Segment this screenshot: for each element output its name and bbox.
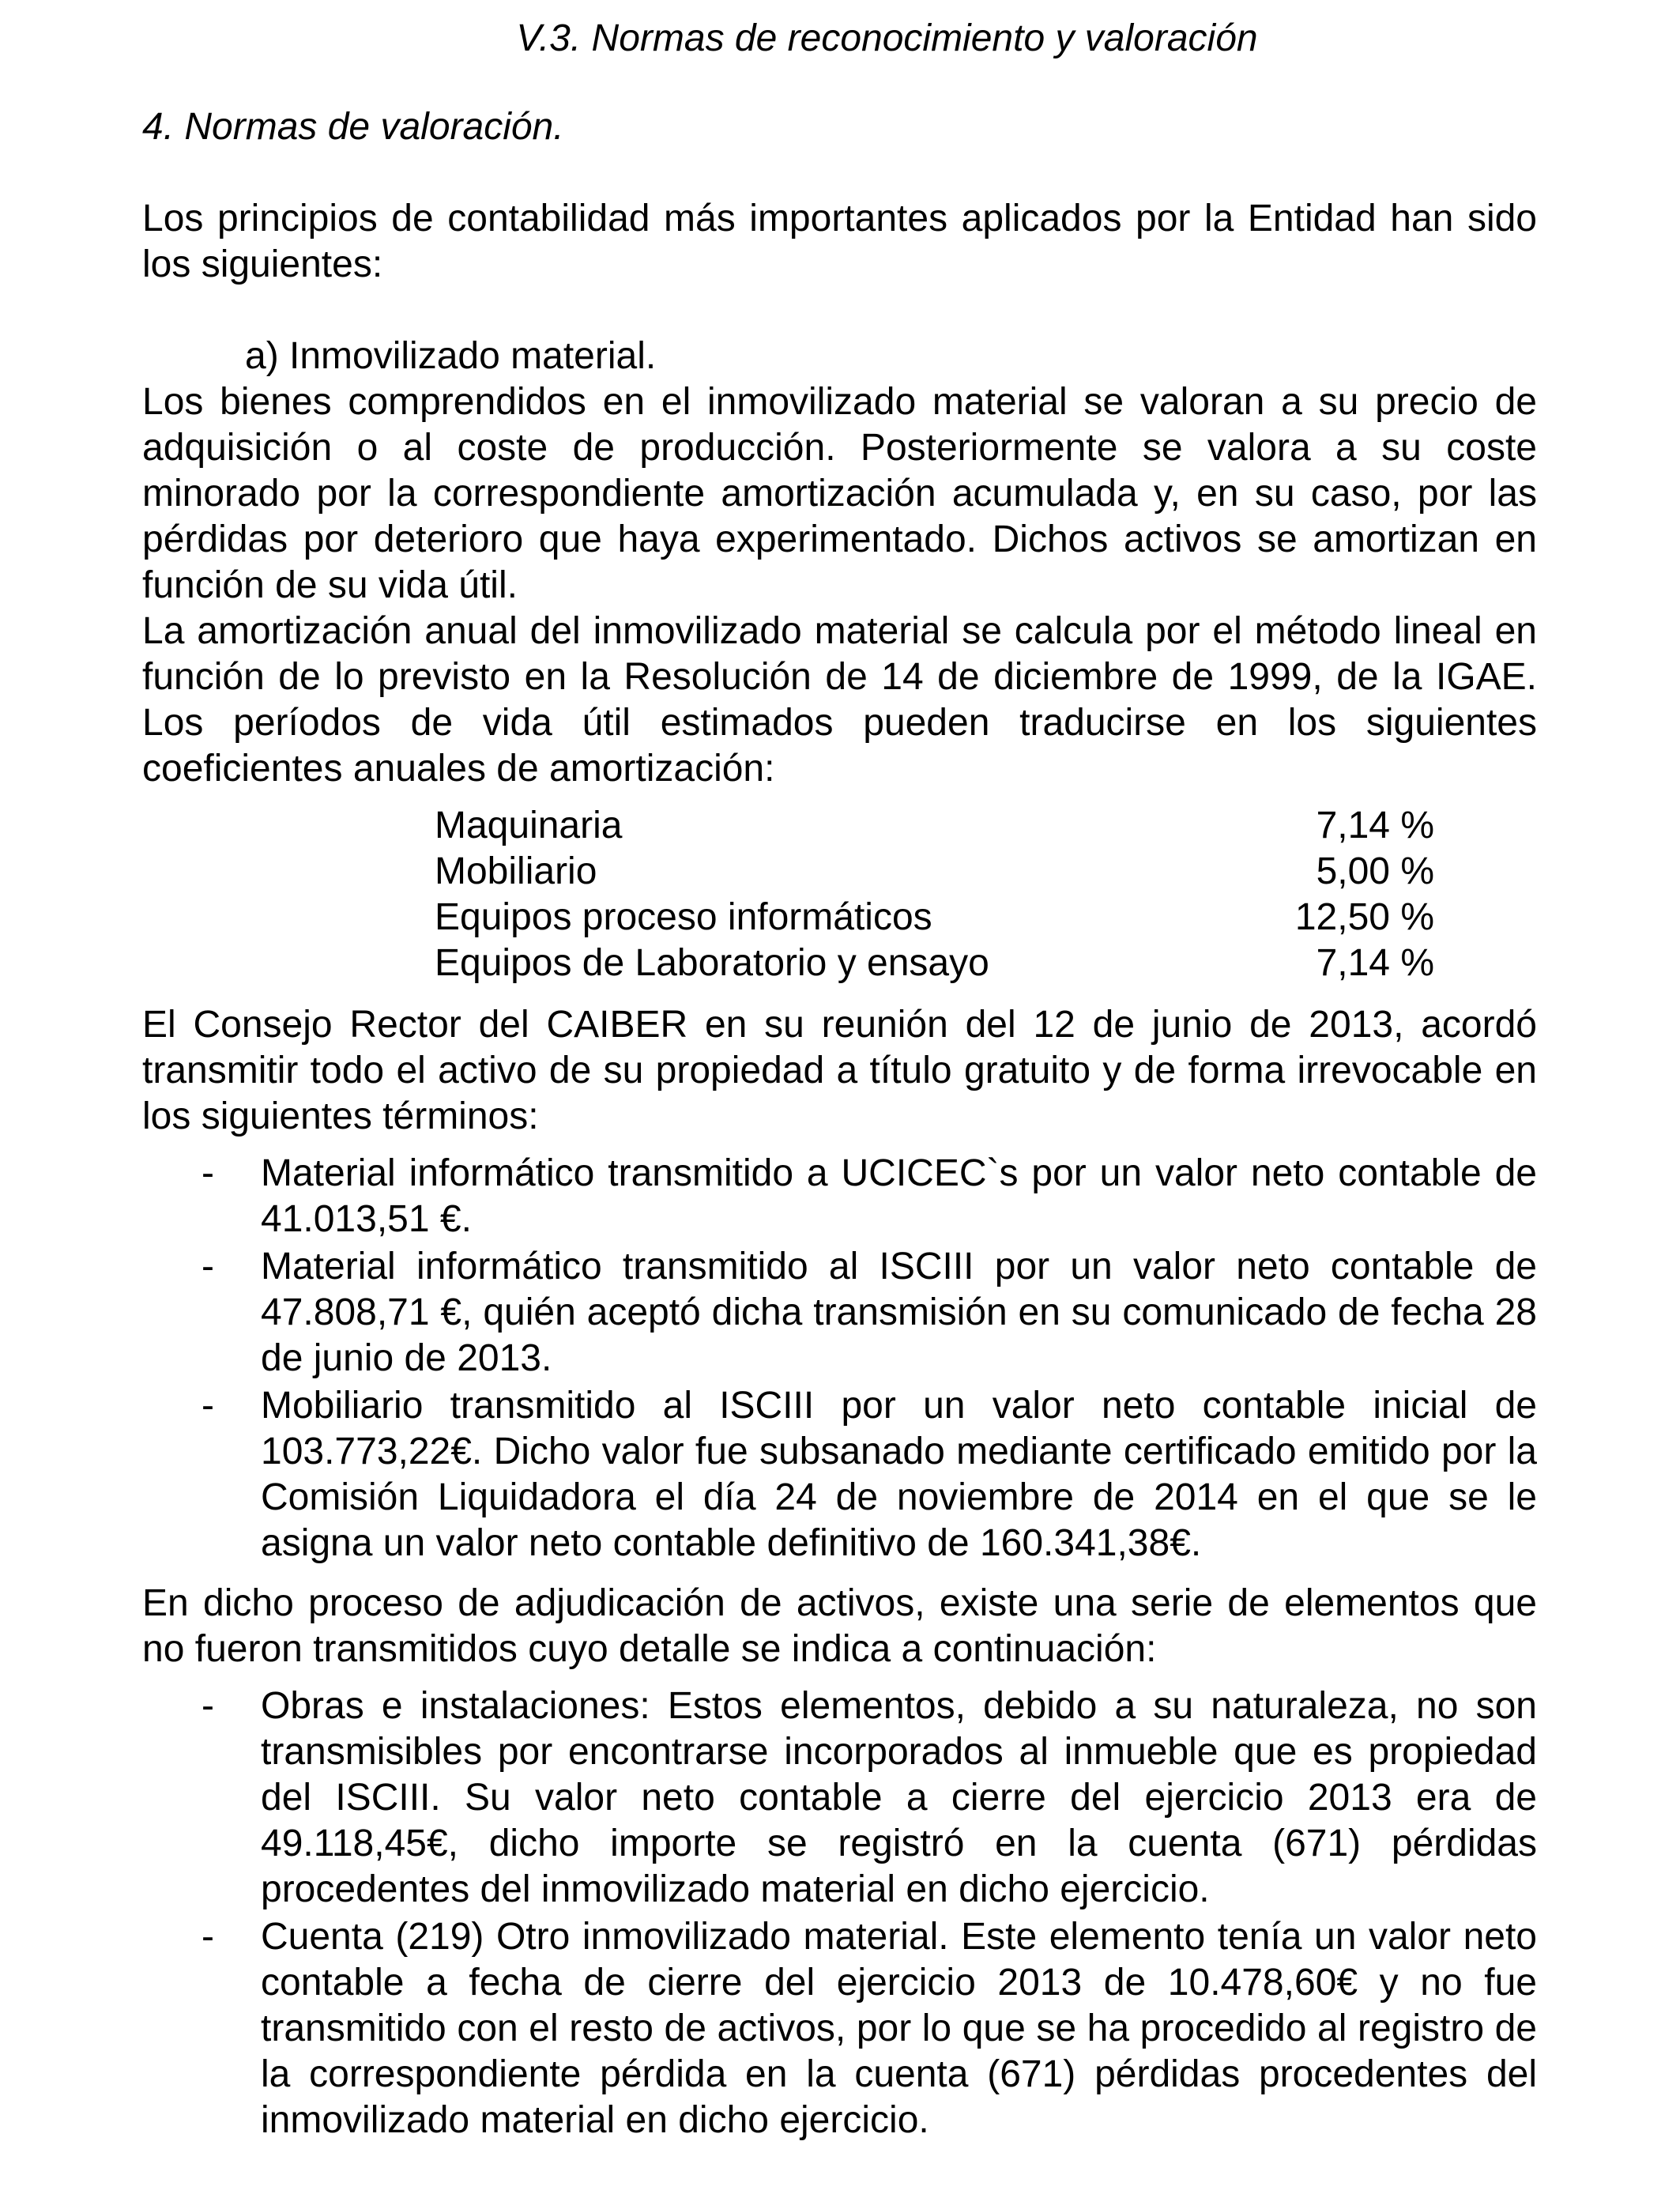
- rate-label: Equipos de Laboratorio y ensayo: [435, 942, 989, 984]
- rate-label: Mobiliario: [435, 850, 597, 892]
- section-title: 4. Normas de valoración.: [142, 106, 564, 148]
- list-item: [142, 1914, 1537, 2143]
- rate-row: [435, 941, 1434, 986]
- rate-row: [435, 849, 1434, 895]
- valuation-paragraph: Los bienes comprendidos en el inmovilizado material se valoran a su precio de adquisición o al coste de producción. Posteriormente se valora a su coste minorado por la correspondiente amortización acumulada y, en su caso, por las pérdidas por deterioro que haya experimentado. Dichos activos se amortizan en función de su vida útil.: [142, 381, 1537, 606]
- dash-bullet: -: [202, 1152, 214, 1194]
- amortization-rates-table: [435, 803, 1434, 986]
- dash-bullet: -: [202, 1685, 214, 1727]
- proceso-paragraph: En dicho proceso de adjudicación de activos, existe una serie de elementos que no fueron transmitidos cuyo detalle se indica a continuación:: [142, 1582, 1537, 1670]
- rate-value: 7,14 %: [1316, 942, 1434, 984]
- rate-row: [435, 895, 1434, 941]
- amortization-paragraph: La amortización anual del inmovilizado material se calcula por el método lineal en función de lo previsto en la Resolución de 14 de diciembre de 1999, de la IGAE. Los períodos de vida útil estimados pueden traducirse en los siguientes coeficientes anuales de amortización:: [142, 610, 1537, 790]
- rate-value: 5,00 %: [1316, 850, 1434, 892]
- dash-bullet: -: [202, 1246, 214, 1287]
- rate-label: Equipos proceso informáticos: [435, 896, 932, 938]
- document-page: [142, 16, 1537, 2143]
- subsection-heading: a) Inmovilizado material.: [245, 335, 657, 377]
- dash-bullet: -: [202, 1385, 214, 1427]
- rate-value: 7,14 %: [1316, 805, 1434, 846]
- list-item: [142, 1244, 1537, 1382]
- list-item-text: Material informático transmitido a UCICEC`s por un valor neto contable de 41.013,51 €.: [261, 1152, 1537, 1240]
- transfers-list: [142, 1151, 1537, 1566]
- page-header: V.3. Normas de reconocimiento y valoración: [516, 17, 1258, 59]
- list-item: [142, 1683, 1537, 1913]
- intro-paragraph: Los principios de contabilidad más importantes aplicados por la Entidad han sido los siguientes:: [142, 198, 1537, 285]
- list-item-text: Mobiliario transmitido al ISCIII por un valor neto contable inicial de 103.773,22€. Dicho valor fue subsanado mediante certificado emitido por la Comisión Liquidadora el día 24 de noviembre de 2014 en el que se le asigna un valor neto contable definitivo de 160.341,38€.: [261, 1385, 1537, 1564]
- list-item: [142, 1151, 1537, 1242]
- list-item-text: Material informático transmitido al ISCIII por un valor neto contable de 47.808,71 €, quién aceptó dicha transmisión en su comunicado de fecha 28 de junio de 2013.: [261, 1246, 1537, 1379]
- rate-label: Maquinaria: [435, 805, 623, 846]
- rate-value: 12,50 %: [1294, 896, 1434, 938]
- consejo-paragraph: El Consejo Rector del CAIBER en su reunión del 12 de junio de 2013, acordó transmitir todo el activo de su propiedad a título gratuito y de forma irrevocable en los siguientes términos:: [142, 1004, 1537, 1137]
- list-item: [142, 1383, 1537, 1566]
- list-item-text: Obras e instalaciones: Estos elementos, debido a su naturaleza, no son transmisibles por encontrarse incorporados al inmueble que es propiedad del ISCIII. Su valor neto contable a cierre del ejercicio 2013 era de 49.118,45€, dicho importe se registró en la cuenta (671) pérdidas procedentes del inmovilizado material en dicho ejercicio.: [261, 1685, 1537, 1910]
- list-item-text: Cuenta (219) Otro inmovilizado material. Este elemento tenía un valor neto contable a fecha de cierre del ejercicio 2013 de 10.478,60€ y no fue transmitido con el resto de activos, por lo que se ha procedido al registro de la correspondiente pérdida en la cuenta (671) pérdidas procedentes del inmovilizado material en dicho ejercicio.: [261, 1916, 1537, 2141]
- dash-bullet: -: [202, 1916, 214, 1958]
- rate-row: [435, 803, 1434, 849]
- not-transferred-list: [142, 1683, 1537, 2143]
